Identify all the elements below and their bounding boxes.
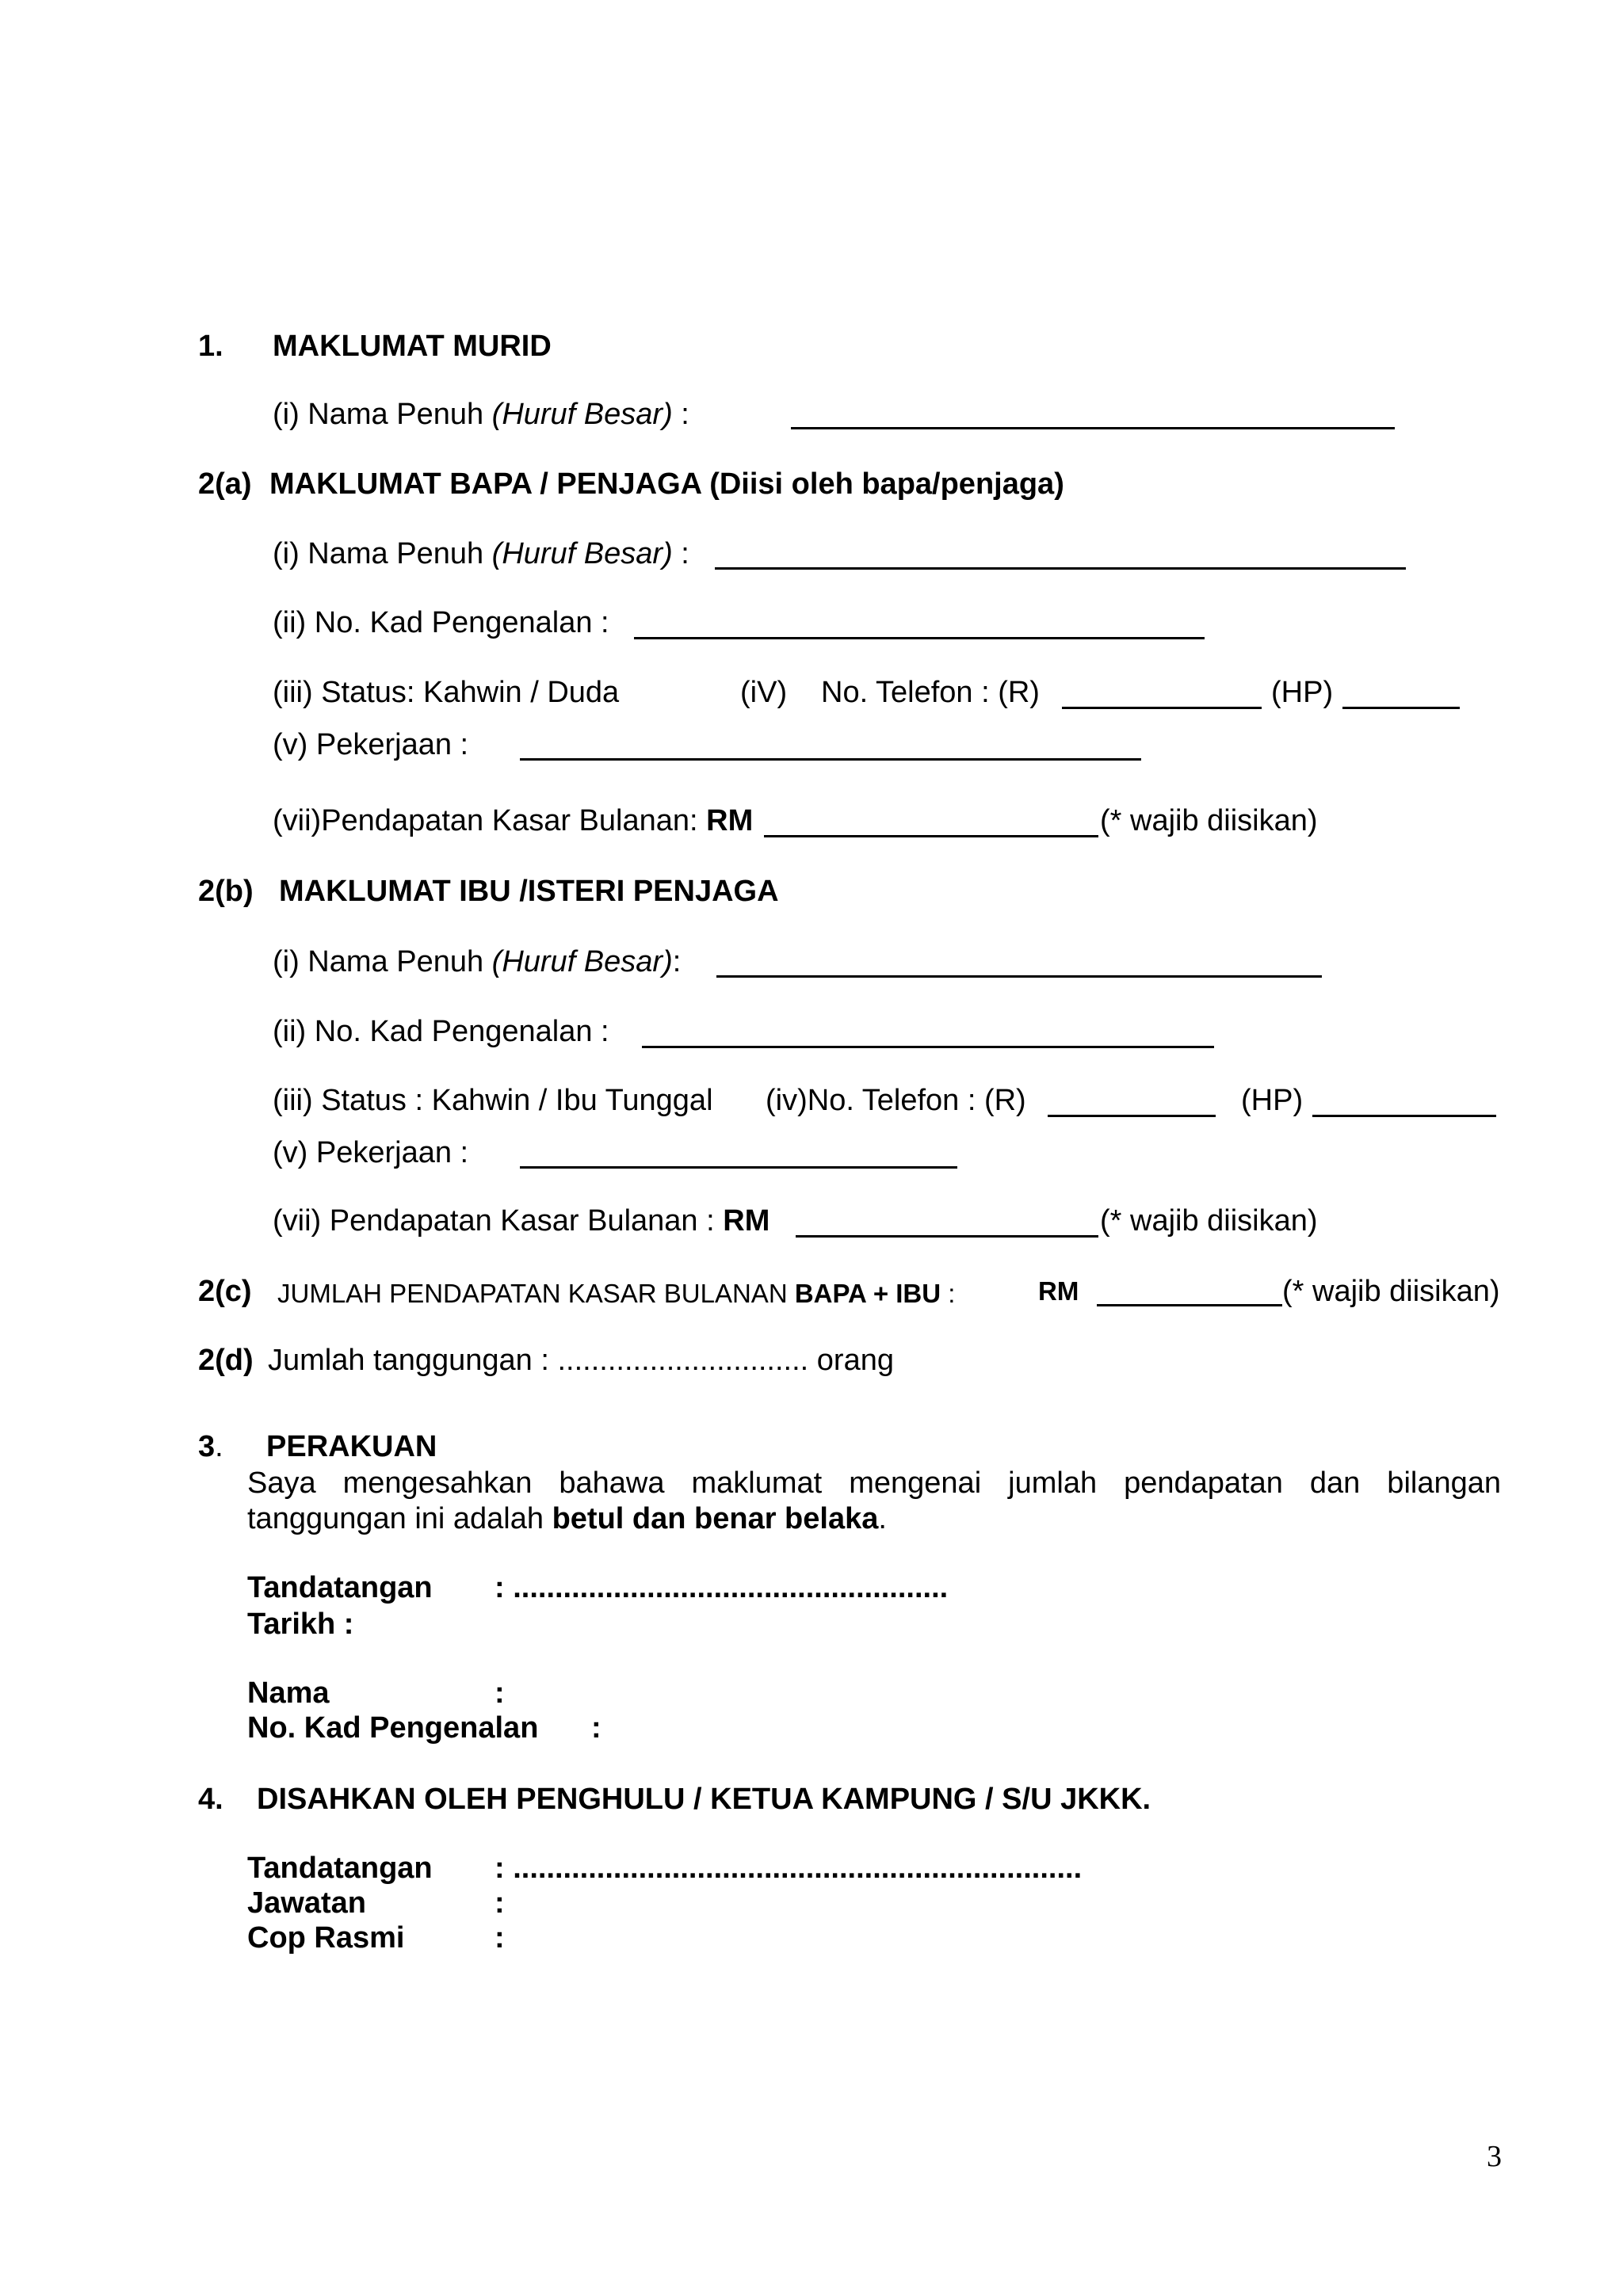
s2a-status-label: (iii) Status: Kahwin / Duda bbox=[273, 676, 620, 709]
s2b-phone-label: (iv)No. Telefon : (R) bbox=[766, 1084, 1026, 1117]
s3-signature-field[interactable]: : .................................................... bbox=[495, 1571, 949, 1604]
s2b-phone-hp-field[interactable] bbox=[1312, 1115, 1496, 1117]
s2b-income-label: (vii) Pendapatan Kasar Bulanan : RM bbox=[273, 1204, 770, 1238]
s2b-occupation-label: (v) Pekerjaan : bbox=[273, 1136, 469, 1169]
s2d-dependents: Jumlah tanggungan : .............................. orang bbox=[268, 1344, 894, 1377]
section-1-number: 1. bbox=[198, 330, 223, 363]
section-3-title: PERAKUAN bbox=[266, 1430, 437, 1463]
section-2a-number: 2(a) bbox=[198, 467, 252, 501]
s2a-occupation-label: (v) Pekerjaan : bbox=[273, 728, 469, 761]
s2a-income-label: (vii)Pendapatan Kasar Bulanan: RM bbox=[273, 804, 754, 837]
section-2b-title: MAKLUMAT IBU /ISTERI PENJAGA bbox=[279, 875, 779, 908]
s1-full-name-field[interactable] bbox=[791, 427, 1395, 429]
s2b-hp-label: (HP) bbox=[1241, 1084, 1304, 1117]
s2b-income-field[interactable] bbox=[796, 1235, 1098, 1238]
s2c-rm-label: RM bbox=[1038, 1276, 1079, 1306]
section-2c-number: 2(c) bbox=[198, 1275, 252, 1308]
s2a-ic-label: (ii) No. Kad Pengenalan : bbox=[273, 606, 609, 639]
s4-signature-label: Tandatangan bbox=[247, 1852, 433, 1885]
s3-ic-colon: : bbox=[591, 1711, 601, 1745]
s2a-phone-label: No. Telefon : (R) bbox=[821, 676, 1040, 709]
s2b-status-label: (iii) Status : Kahwin / Ibu Tunggal bbox=[273, 1084, 713, 1117]
section-3-number: 3. bbox=[198, 1430, 223, 1463]
s2c-total-field[interactable] bbox=[1097, 1304, 1282, 1306]
s2a-income-note: (* wajib diisikan) bbox=[1100, 804, 1318, 837]
section-2a-title: MAKLUMAT BAPA / PENJAGA (Diisi oleh bapa/penjaga) bbox=[269, 467, 1064, 501]
s2a-full-name-field[interactable] bbox=[715, 567, 1406, 570]
s2a-hp-label: (HP) bbox=[1271, 676, 1334, 709]
s2c-note: (* wajib diisikan) bbox=[1282, 1275, 1500, 1308]
s3-name-label: Nama bbox=[247, 1676, 330, 1710]
section-4-title: DISAHKAN OLEH PENGHULU / KETUA KAMPUNG / S/U JKKK. bbox=[257, 1783, 1151, 1816]
s3-ic-label: No. Kad Pengenalan bbox=[247, 1711, 539, 1745]
s4-stamp-colon: : bbox=[495, 1921, 505, 1955]
s2a-income-field[interactable] bbox=[764, 835, 1098, 837]
s3-signature-label: Tandatangan bbox=[247, 1571, 433, 1604]
s2a-ic-field[interactable] bbox=[634, 637, 1205, 639]
s4-stamp-label: Cop Rasmi bbox=[247, 1921, 405, 1955]
s2a-occupation-field[interactable] bbox=[520, 758, 1141, 761]
s2b-occupation-field[interactable] bbox=[520, 1166, 957, 1169]
page-number: 3 bbox=[1487, 2140, 1502, 2173]
section-2d-number: 2(d) bbox=[198, 1344, 254, 1377]
s2b-full-name-field[interactable] bbox=[716, 975, 1322, 978]
s2a-iv-label: (iV) bbox=[740, 676, 788, 709]
s2a-phone-r-field[interactable] bbox=[1062, 707, 1262, 709]
s3-name-colon: : bbox=[495, 1676, 505, 1710]
s4-position-colon: : bbox=[495, 1886, 505, 1920]
s3-declaration-line-1: Saya mengesahkan bahawa maklumat mengenai jumlah pendapatan dan bilangan bbox=[247, 1466, 1501, 1500]
section-2b-number: 2(b) bbox=[198, 875, 254, 908]
s2b-ic-field[interactable] bbox=[642, 1046, 1214, 1048]
s3-date-label: Tarikh : bbox=[247, 1608, 354, 1641]
s2b-ic-label: (ii) No. Kad Pengenalan : bbox=[273, 1015, 609, 1048]
s2b-income-note: (* wajib diisikan) bbox=[1100, 1204, 1318, 1238]
s4-signature-field[interactable]: : .................................................................... bbox=[495, 1852, 1083, 1885]
s2b-phone-r-field[interactable] bbox=[1048, 1115, 1216, 1117]
section-1-title: MAKLUMAT MURID bbox=[273, 330, 552, 363]
s4-position-label: Jawatan bbox=[247, 1886, 366, 1920]
s1-full-name-label: (i) Nama Penuh (Huruf Besar) : bbox=[273, 398, 689, 431]
s2b-full-name-label: (i) Nama Penuh (Huruf Besar): bbox=[273, 945, 682, 978]
section-4-number: 4. bbox=[198, 1783, 223, 1816]
s2a-phone-hp-field[interactable] bbox=[1342, 707, 1460, 709]
s3-declaration-line-2: tanggungan ini adalah betul dan benar belaka. bbox=[247, 1502, 887, 1535]
s2a-full-name-label: (i) Nama Penuh (Huruf Besar) : bbox=[273, 537, 689, 570]
s2c-label: JUMLAH PENDAPATAN KASAR BULANAN BAPA + IBU : bbox=[277, 1279, 956, 1308]
